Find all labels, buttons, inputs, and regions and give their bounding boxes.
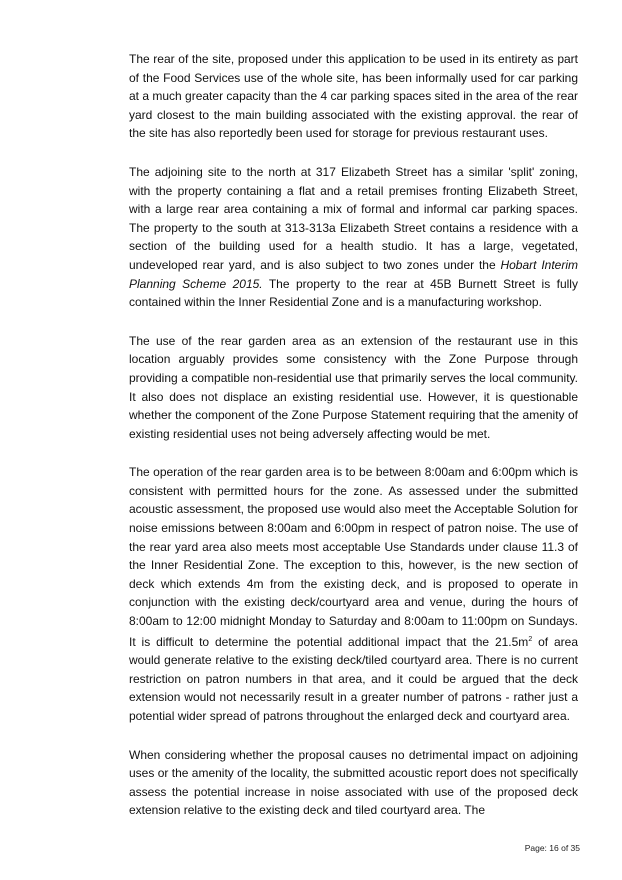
paragraph-detrimental-impact: When considering whether the proposal causes no detrimental impact on adjoining uses or the amenity of the locality, the submitted acoustic report does not specifically assess the potential increase in noise associated with use of the proposed deck extension relative to the existing deck and tiled courtyard area. The bbox=[129, 747, 578, 818]
paragraph-operating-hours-text-end: of area would generate relative to the existing deck/tiled courtyard area. There is no current restriction on patron numbers in that area, and it could be argued that the deck extension would not necessarily result in a greater number of patrons - rather just a potential wider spread of patrons throughout the enlarged deck and courtyard area. bbox=[129, 634, 578, 723]
paragraph-adjoining-sites bbox=[129, 163, 578, 312]
planning-scheme-title: Hobart Interim Planning Scheme 2015. bbox=[129, 257, 578, 291]
paragraph-adjoining-sites-text: The adjoining site to the north at 317 Elizabeth Street has a similar 'split' zoning, with the property containing a flat and a retail premises fronting Elizabeth Street, with a large rear area containing a mix of formal and informal car parking spaces. The property to the south at 313-313a Elizabeth Street contains a residence with a section of the building used for a health studio. It has a large, vegetated, undeveloped rear yard, and is also subject to two zones under the bbox=[129, 164, 578, 272]
page-number: Page: 16 of 35 bbox=[524, 843, 580, 853]
paragraph-operating-hours bbox=[129, 463, 578, 725]
paragraph-rear-site-history: The rear of the site, proposed under this application to be used in its entirety as part of the Food Services use of the whole site, has been informally used for car parking at a much greater capacity than the 4 car parking spaces sited in the area of the rear yard closest to the main building associated with the existing approval. the rear of the site has also reportedly been used for storage for previous restaurant uses. bbox=[129, 52, 578, 141]
body-text bbox=[129, 50, 578, 840]
area-unit-superscript: 2 bbox=[528, 635, 533, 643]
paragraph-adjoining-sites-text-end: The property to the rear at 45B Burnett Street is fully contained within the Inner Residential Zone and is a manufacturing workshop. bbox=[129, 276, 578, 310]
page-footer bbox=[0, 843, 580, 853]
paragraph-zone-purpose: The use of the rear garden area as an extension of the restaurant use in this location arguably provides some consistency with the Zone Purpose through providing a compatible non-residential use that primarily serves the local community. It also does not displace an existing residential use. However, it is questionable whether the component of the Zone Purpose Statement requiring that the amenity of existing residential uses not being adversely affecting would be met. bbox=[129, 333, 578, 441]
paragraph-operating-hours-text: The operation of the rear garden area is to be between 8:00am and 6:00pm which is consistent with permitted hours for the zone. As assessed under the submitted acoustic assessment, the proposed use would also meet the Acceptable Solution for noise emissions between 8:00am and 6:00pm in respect of patron noise. The use of the rear yard area also meets most acceptable Use Standards under clause 11.3 of the Inner Residential Zone. The exception to this, however, is the new section of deck which extends 4m from the existing deck, and is proposed to operate in conjunction with the existing deck/courtyard area and venue, during the hours of 8:00am to 12:00 midnight Monday to Saturday and 8:00am to 11:00pm on Sundays. It is difficult to determine the potential additional impact that the 21.5m bbox=[129, 465, 578, 649]
